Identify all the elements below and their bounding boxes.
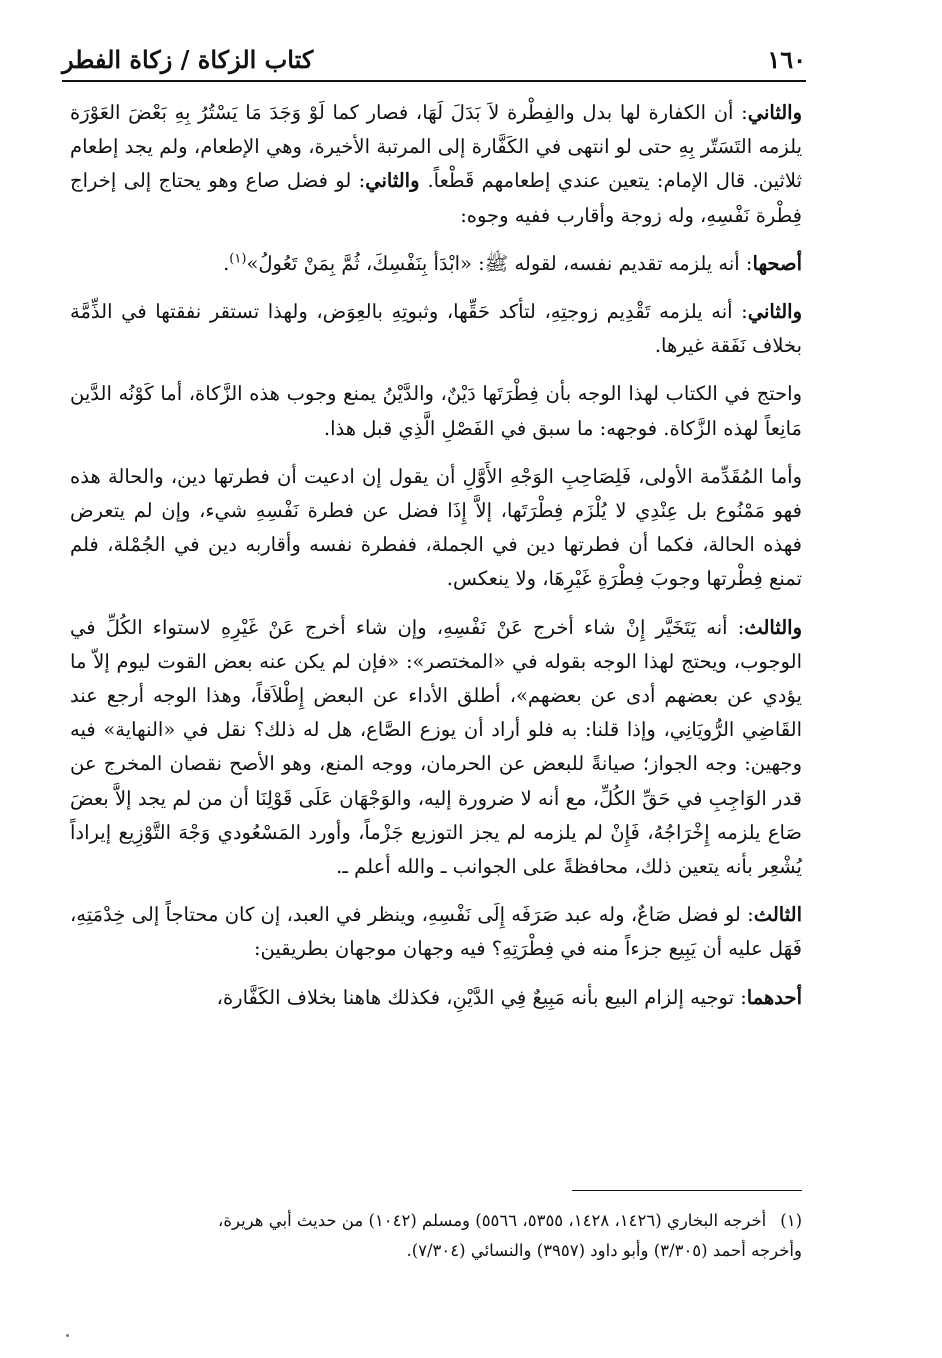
footnote-divider [572,1190,802,1191]
paragraph-text: : أنه يلزمه تقديم نفسه، لقوله ﷺ: «ابْدَأ بِنَفْسِكَ، ثُمَّ بِمَنْ تَعُولُ» [246,251,753,275]
paragraph-text: : لو فضل صاع وهو يحتاج إلى إخراج فِطْرة نَفْسِهِ، وله زوجة وأقارب ففيه وجوه: [70,169,802,227]
paragraph-text: : أنه يلزمه تَقْدِيم زوجتِهِ، لتأكد حَقِّها، وثبوتِهِ بالعِوَض، ولهذا تستقر نفقتها في الذِّمَّة بخلاف نَفَقة غيرها. [70,300,802,358]
footnote-reference[interactable]: (١) [229,251,247,267]
footnotes [70,1206,802,1266]
paragraph [70,898,802,966]
paragraph [70,377,802,445]
paragraph-lead-term: والثاني [747,101,802,124]
scan-speck [66,1334,69,1337]
paragraph-text: واحتج في الكتاب لهذا الوجه بأن فِطْرَتَها دَيْنٌ، والدَّيْنُ يمنع وجوب هذه الزَّكاة، أما كَوْنُه الدَّين مَانِعاً لهذه الزَّكاة. فوجهه: ما سبق في الفَصْلِ الَّذِي قبل هذا. [70,382,803,440]
paragraph-text: : لو فضل صَاعٌ، وله عبد صَرَفَه إِلَى نَفْسِهِ، وينظر في العبد، إن كان محتاجاً إلى خِدْمَتِهِ، فَهَل عليه أن يَبِيع جزءاً منه في فِطْرَتِهِ؟ فيه وجهان موجهان بطريقين: [70,903,802,961]
paragraph [70,247,802,281]
paragraph-lead-term: أحدهما [746,985,802,1009]
running-title: كتاب الزكاة / زكاة الفطر [62,45,314,74]
paragraph [70,460,802,597]
paragraph-lead-term: والثاني [365,169,428,193]
paragraph [70,981,802,1015]
footnote-line [70,1206,802,1236]
paragraph-text: : أنه يَتَخَيَّر إِنْ شاء أخرج عَنْ نَفْسِهِ، وإن شاء أخرج عَنْ غَيْرِهِ لاستواء الكُلِّ في الوجوب، ويحتج لهذا الوجه بقوله في «المختصر»: «فإن لم يكن عنه بعض القوت ليوم إلاّ ما يؤدي عن بعضهم أدى عن بعضهم»، أطلق الأداء عن البعض إِطْلاَقاً، وهذا الوجه أرجع عند القَاضِي الرُّويَانِي، وإذا قلنا: به فلو أراد أن يوزع الصَّاع، هل له ذلك؟ نقل في «النهاية» فيه وجهين: وجه الجواز؛ صيانةً للبعض عن الحرمان، ووجه المنع، وهو الأصح نقصان المخرج عن قدر الوَاجِبِ في حَقِّ الكُلِّ، مع أنه لا ضرورة إليه، والوَجْهَان عَلَى قَوْلِنَا أن من لم يجد إلاَّ بعضَ صَاع يلزمه إِخْرَاجُهُ، فَإِنْ لم يلزمه لم يجز التوزيع جَزْماً، وأورد المَسْعُودي وَجْهَ التَّوْزِيع إيراداً يُشْعِر بأنه يتعين ذلك، محافظةً على الجوانب ـ والله أعلم ـ. [70,615,802,879]
paragraph-text: وأما المُقَدِّمة الأولى، فَلِصَاحِبِ الوَجْهِ الأَوَّلِ أن يقول إن ادعيت أن فطرتها دين، والحالة هذه فهو مَمْنُوع بل عِنْدِي لا يُلْزَم فِطْرَتَها، إلاَّ إِذَا فضل عن فطرة نَفْسِهِ شيء، وإن لم يتعرض فهذه الحالة، فكما أن فطرتها دين في الجملة، ففطرة نفسه وأقاربه دين في الجُمْلة، فلم تمنع فِطْرتها وجوبَ فِطْرَةِ غَيْرِهَا، ولا ينعكس. [70,464,802,591]
page-header [62,36,806,82]
paragraph-text: . [223,251,230,275]
footnote-text: أخرجه البخاري (١٤٢٦، ١٤٢٨، ٥٣٥٥، ٥٥٦٦) ومسلم (١٠٤٢) من حديث أبي هريرة، [218,1211,767,1230]
paragraph [70,295,802,363]
paragraph-lead-term: أصحها [752,251,802,275]
footnote-line [70,1236,802,1266]
main-text [70,96,802,1029]
paragraph [70,611,802,885]
paragraph [70,96,802,233]
paragraph-text: : أن الكفارة لها بدل والفِطْرة لاَ بَدَلَ لَهَا، فصار كما لَوْ وَجَدَ مَا يَسْتُرُ بِهِ بَعْضَ العَوْرَة يلزمه التَسَتّر بِهِ حتى لو انتهى في الكَفَّارة إلى المرتبة الأخيرة، وهي الإطعام، ولم يجد إطعام ثلاثين. قال الإمام: يتعين عندي إطعامهم قَطْعاً. [70,101,802,193]
paragraph-lead-term: الثالث [753,903,802,927]
footnote-text: وأخرجه أحمد (٣/٣٠٥) وأبو داود (٣٩٥٧) والنسائي (٧/٣٠٤). [406,1241,802,1260]
paragraph-text: : توجيه إلزام البيع بأنه مَبِيعٌ فِي الدَّيْنِ، فكذلك هاهنا بخلاف الكَفَّارة، [216,985,747,1009]
paragraph-lead-term: والثاني [747,300,802,324]
page-number: ١٦٠ [767,45,806,74]
paragraph-lead-term: والثالث [744,615,802,639]
footnote-marker: (١) [780,1211,802,1230]
